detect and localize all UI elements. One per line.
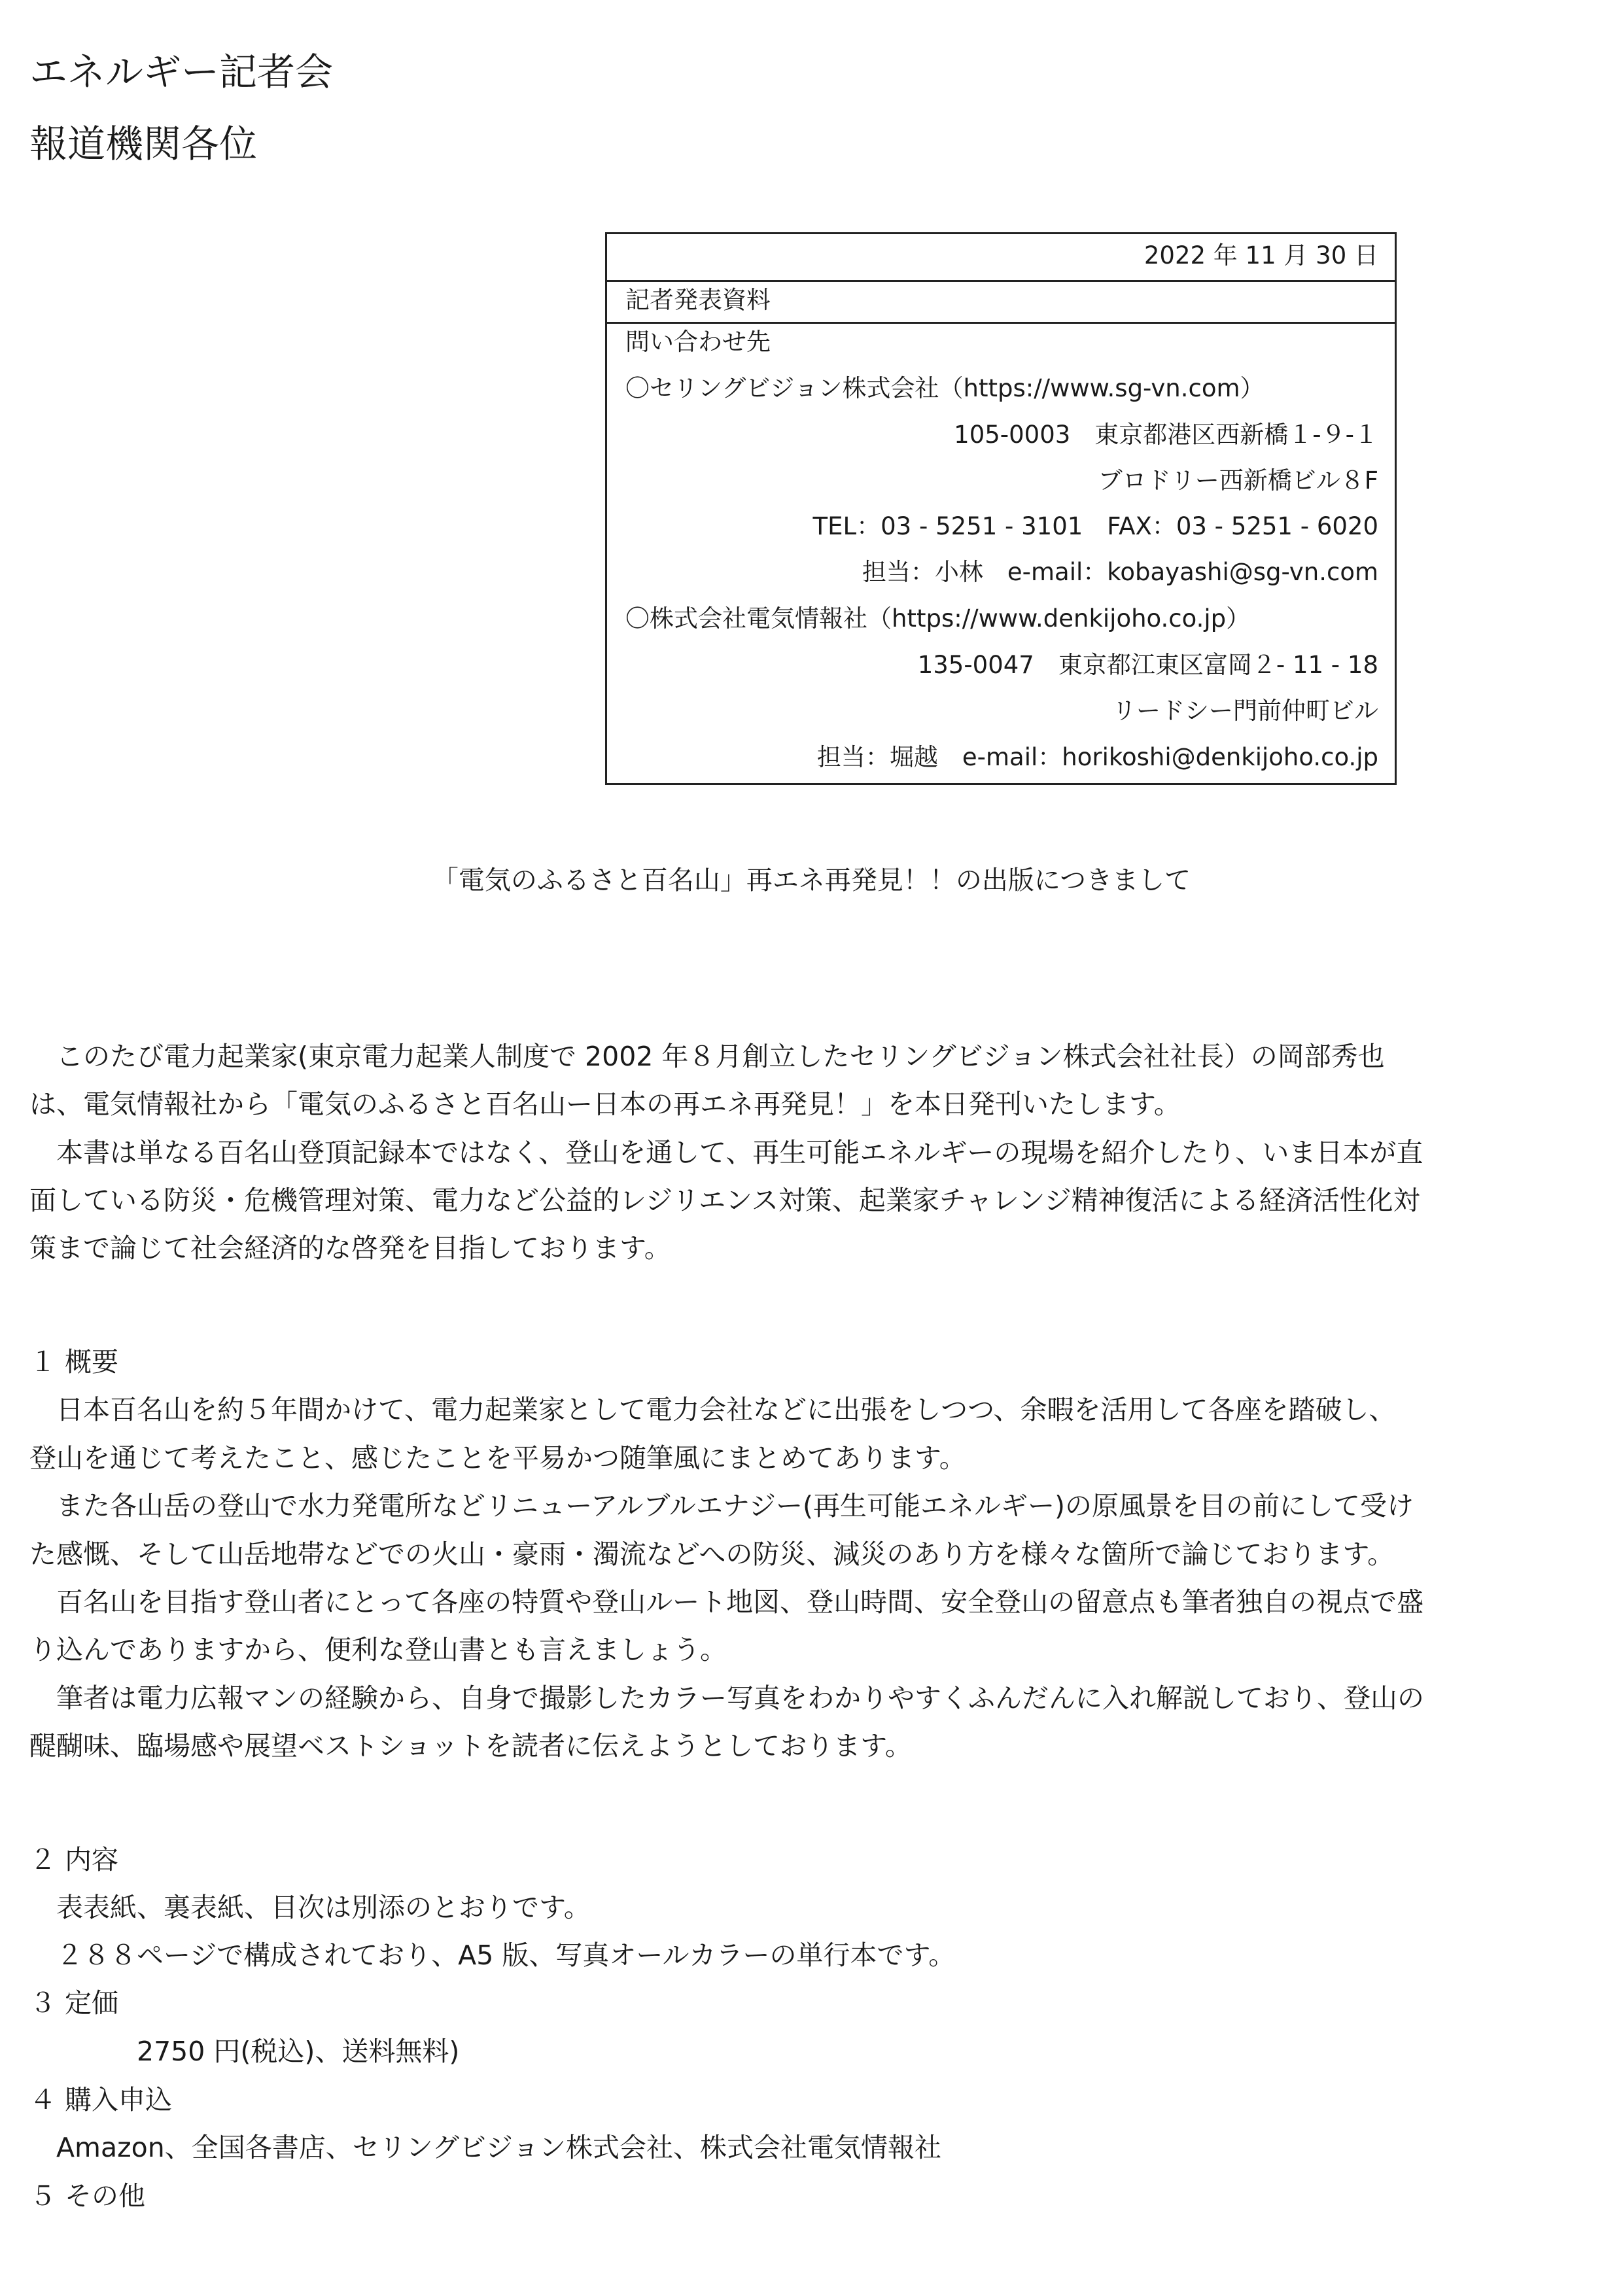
section1-line: た感慨、そして山岳地帯などでの火山・豪雨・濁流などへの防災、減災のあり方を様々な箇所で論じております。 xyxy=(29,1539,1395,1570)
contact1-person-email: 担当：小林 e-mail：kobayashi@sg-vn.com xyxy=(862,558,1378,586)
section1-line: また各山岳の登山で水力発電所などリニューアルブルエナジー(再生可能エネルギー)の原風景を目の前にして受け xyxy=(29,1490,1414,1522)
section2-heading: ２ 内容 xyxy=(29,1844,119,1875)
contact2-person-email: 担当：堀越 e-mail：horikoshi@denkijoho.co.jp xyxy=(816,743,1378,771)
section4-heading: ４ 購入申込 xyxy=(29,2084,173,2115)
section5-heading: ５ その他 xyxy=(29,2180,146,2212)
info-box-divider xyxy=(607,322,1395,324)
contact1-address: 105-0003 東京都港区西新橋１-９-１ xyxy=(954,421,1378,449)
press-release-info-box xyxy=(605,232,1397,785)
price-line: 2750 円(税込)、送料無料) xyxy=(29,2036,460,2067)
contact2-address: 135-0047 東京都江東区富岡２- 11 - 18 xyxy=(917,651,1378,679)
intro-line: 面している防災・危機管理対策、電力など公益的レジリエンス対策、起業家チャレンジ精神復活による経済活性化対 xyxy=(29,1185,1420,1216)
section1-line: 醍醐味、臨場感や展望ベストショットを読者に伝えようとしております。 xyxy=(29,1730,912,1762)
release-date: 2022 年 11 月 30 日 xyxy=(1143,241,1378,270)
addressee-press-organizations: 報道機関各位 xyxy=(29,122,258,166)
contact1-phone-fax: TEL：03 - 5251 - 3101 FAX：03 - 5251 - 6020 xyxy=(812,512,1378,540)
section1-line: 日本百名山を約５年間かけて、電力起業家として電力会社などに出張をしつつ、余暇を活用して各座を踏破し、 xyxy=(29,1394,1396,1425)
contact1-company: 〇セリングビジョン株式会社（https://www.sg-vn.com） xyxy=(625,374,1265,402)
section1-line: 筆者は電力広報マンの経験から、自身で撮影したカラー写真をわかりやすくふんだんに入れ解説しており、登山の xyxy=(29,1682,1424,1714)
intro-line: このたび電力起業家(東京電力起業人制度で 2002 年８月創立したセリングビジョン株式会社社長）の岡部秀也 xyxy=(29,1041,1385,1072)
contact2-building: リードシー門前仲町ビル xyxy=(1112,697,1378,725)
section2-line: ２８８ページで構成されており、A5 版、写真オールカラーの単行本です。 xyxy=(29,1939,956,1971)
section1-heading: １ 概要 xyxy=(29,1346,119,1378)
document-type: 記者発表資料 xyxy=(625,286,771,314)
purchase-line: Amazon、全国各書店、セリングビジョン株式会社、株式会社電気情報社 xyxy=(29,2132,942,2163)
contact-heading: 問い合わせ先 xyxy=(625,328,771,356)
contact1-building: ブロドリー西新橋ビル８F xyxy=(1098,466,1378,495)
intro-line: は、電気情報社から「電気のふるさと百名山ー日本の再エネ再発見！」を本日発刊いたします。 xyxy=(29,1088,1181,1120)
section2-line: 表表紙、裏表紙、目次は別添のとおりです。 xyxy=(29,1892,591,1923)
section1-line: り込んでありますから、便利な登山書とも言えましょう。 xyxy=(29,1634,727,1665)
section3-heading: ３ 定価 xyxy=(29,1987,119,2019)
contact2-company: 〇株式会社電気情報社（https://www.denkijoho.co.jp） xyxy=(625,604,1251,633)
section1-line: 登山を通じて考えたこと、感じたことを平易かつ随筆風にまとめてあります。 xyxy=(29,1442,966,1474)
intro-line: 本書は単なる百名山登頂記録本ではなく、登山を通して、再生可能エネルギーの現場を紹介したり、いま日本が直 xyxy=(29,1137,1423,1168)
document-title: 「電気のふるさと百名山」再エネ再発見！！の出版につきまして xyxy=(432,865,1191,896)
info-box-divider xyxy=(607,280,1395,282)
section1-line: 百名山を目指す登山者にとって各座の特質や登山ルート地図、登山時間、安全登山の留意点も筆者独自の視点で盛 xyxy=(29,1586,1424,1618)
intro-line: 策まで論じて社会経済的な啓発を目指しております。 xyxy=(29,1232,671,1264)
addressee-energy-press-club: エネルギー記者会 xyxy=(29,50,334,94)
